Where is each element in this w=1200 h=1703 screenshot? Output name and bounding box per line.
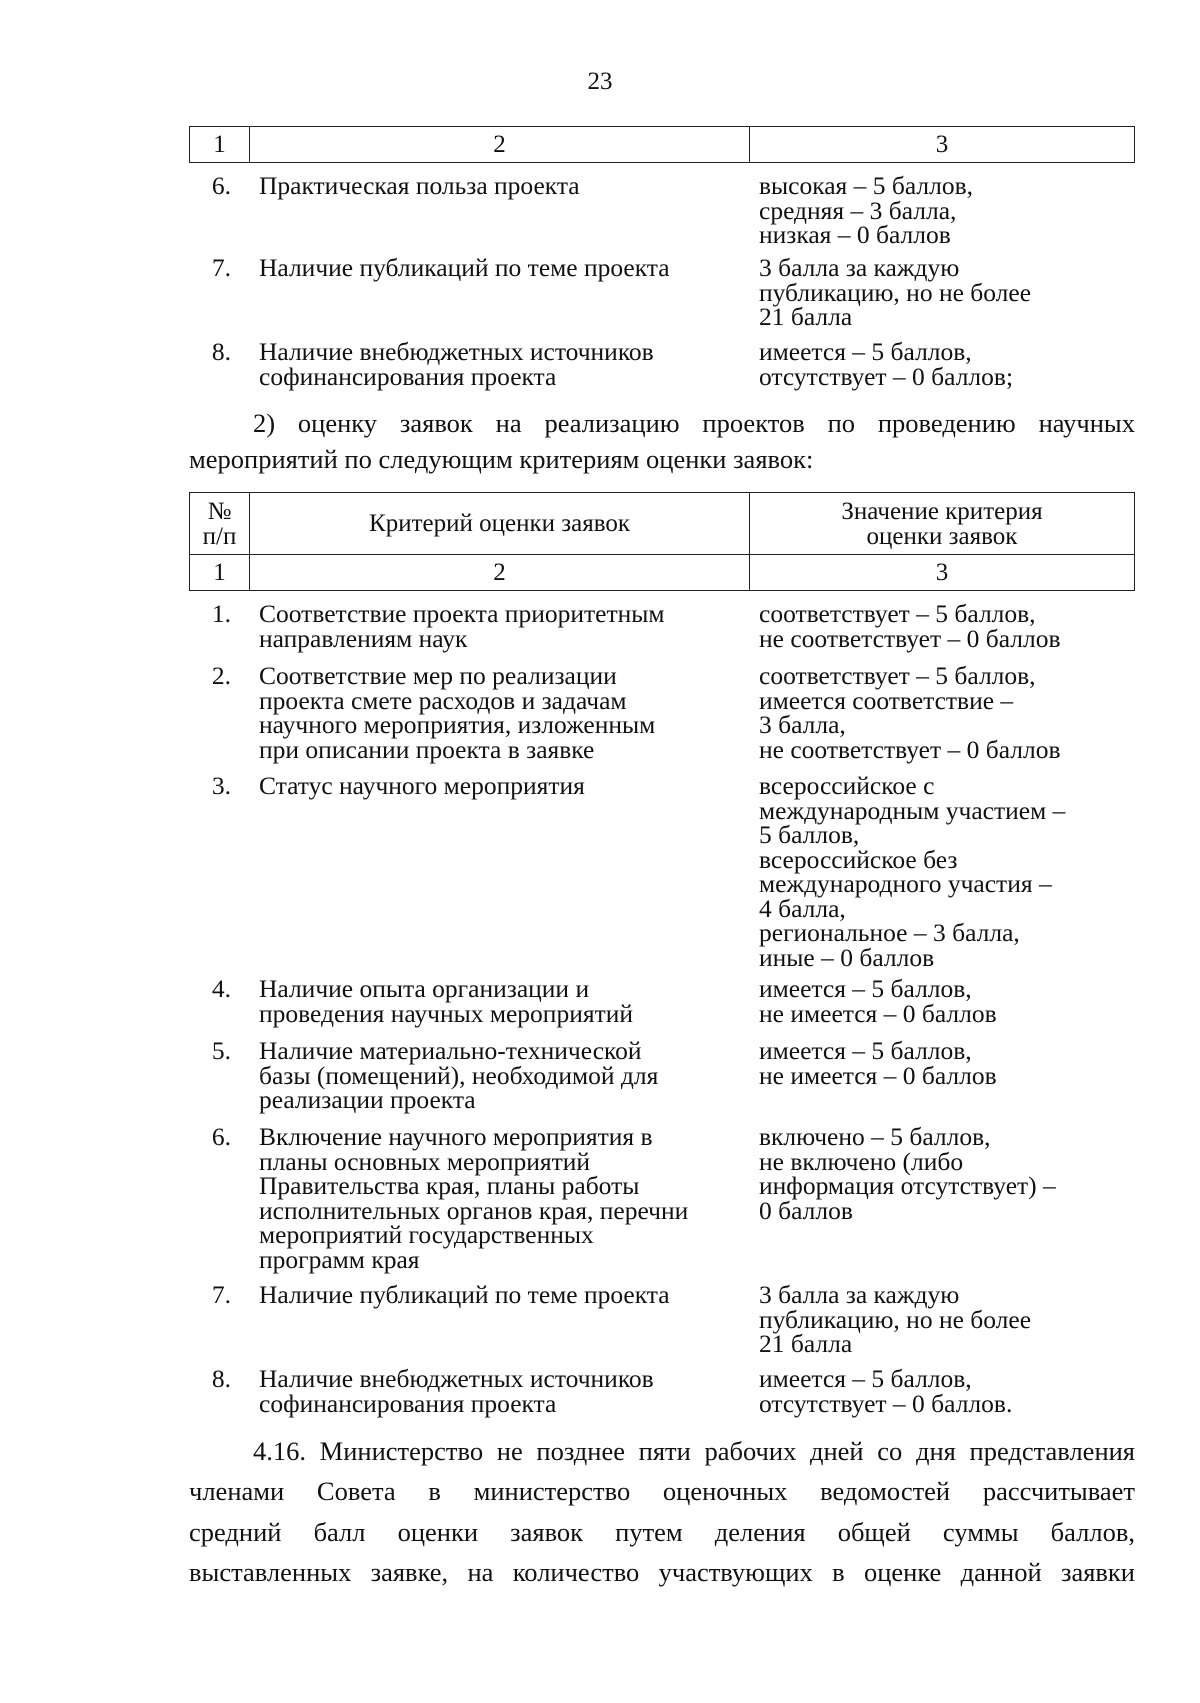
criterion-line: проведения научных мероприятий (259, 998, 634, 1028)
header-number (190, 493, 249, 554)
row-value (759, 337, 1129, 391)
value-line: имеется – 5 баллов, (759, 337, 972, 366)
value-line: 5 баллов, (759, 820, 860, 849)
table1-column-numbers (189, 126, 1135, 163)
value-line: включено – 5 баллов, (759, 1122, 991, 1151)
row-criterion (259, 599, 739, 653)
criterion-line: проекта смете расходов и задачам (259, 685, 627, 715)
header-value-line: Значение критерия (841, 497, 1043, 525)
row-criterion: Практическая польза проекта (259, 171, 580, 200)
value-line: имеется – 5 баллов, (759, 1364, 972, 1393)
value-line: международным участием – (759, 795, 1066, 825)
value-line: соответствует – 5 баллов, (759, 599, 1036, 628)
row-value (759, 661, 1129, 764)
criterion-line: планы основных мероприятий (259, 1146, 591, 1176)
value-line: не имеется – 0 баллов (759, 998, 997, 1028)
row-value (759, 1122, 1129, 1225)
column-number-2: 2 (249, 555, 749, 590)
value-line: 3 балла за каждую (759, 1280, 960, 1309)
row-value (759, 771, 1129, 972)
row-number: 7. (211, 1280, 231, 1309)
value-line: иные – 0 баллов (759, 942, 935, 972)
value-line: отсутствует – 0 баллов; (759, 361, 1014, 391)
criterion-line: Наличие внебюджетных источников (259, 1364, 654, 1393)
row-value (759, 171, 1129, 249)
value-line: отсутствует – 0 баллов. (759, 1388, 1013, 1418)
row-number: 2. (211, 661, 231, 690)
row-criterion: Наличие внебюджетных источников софинансирования проекта (259, 337, 654, 391)
criterion-line: Включение научного мероприятия в (259, 1122, 653, 1151)
criterion-line: Наличие опыта организации и (259, 974, 590, 1003)
value-line: не имеется – 0 баллов (759, 1060, 997, 1090)
value-line: 4 балла, (759, 893, 846, 923)
value-line: имеется соответствие – (759, 685, 1014, 715)
criterion-line: реализации проекта (259, 1085, 476, 1114)
value-line: не соответствует – 0 баллов (759, 623, 1061, 653)
row-criterion (259, 1364, 739, 1418)
criterion-line: программ края (259, 1244, 420, 1274)
row-criterion (259, 1036, 739, 1114)
row-value (759, 1036, 1129, 1090)
value-line: не включено (либо (759, 1146, 964, 1176)
value-line: публикацию, но не более (759, 277, 1032, 307)
row-value (759, 599, 1129, 653)
row-number: 8. (211, 1364, 231, 1393)
value-line: средняя – 3 балла, (759, 195, 957, 225)
value-line: имеется – 5 баллов, (759, 1036, 972, 1065)
final-paragraph-line: членами Совета в министерство оценочных ведомостей рассчитывает (189, 1476, 1135, 1506)
row-number: 6. (211, 1122, 231, 1151)
column-number-1: 1 (213, 558, 226, 586)
criterion-line: Наличие материально-технической (259, 1036, 642, 1065)
value-line: региональное – 3 балла, (759, 918, 1020, 947)
header-number-line: № (207, 497, 232, 525)
criterion-line: Соответствие проекта приоритетным (259, 599, 665, 628)
table2-header (189, 492, 1135, 555)
value-line: соответствует – 5 баллов, (759, 661, 1036, 690)
row-number: 8. (211, 337, 231, 366)
column-number-2: 2 (249, 127, 749, 162)
criterion-line: направлениям наук (259, 623, 468, 653)
criterion-line: исполнительных органов края, перечни (259, 1195, 689, 1225)
final-paragraph-line: 4.16. Министерство не позднее пяти рабочих дней со дня представления (253, 1436, 1135, 1466)
final-paragraph-line: средний балл оценки заявок путем деления общей суммы баллов, (189, 1517, 1135, 1547)
row-number: 3. (211, 771, 231, 800)
header-number-line: п/п (202, 522, 237, 550)
value-line: 0 баллов (759, 1195, 853, 1225)
criterion-line: при описании проекта в заявке (259, 734, 595, 764)
value-line: всероссийское без (759, 844, 958, 874)
column-number-3: 3 (749, 127, 1134, 162)
row-number: 4. (211, 974, 231, 1003)
header-value (749, 493, 1134, 554)
value-line: низкая – 0 баллов (759, 220, 951, 249)
column-number-3: 3 (749, 555, 1134, 590)
header-value-line: оценки заявок (866, 522, 1018, 550)
header-criterion: Критерий оценки заявок (249, 493, 749, 554)
value-line: 3 балла за каждую (759, 253, 960, 282)
value-line: всероссийское с (759, 771, 935, 800)
intro-paragraph-line: мероприятий по следующим критериям оценки заявок: (189, 444, 814, 474)
criterion-line: мероприятий государственных (259, 1220, 594, 1249)
page-number: 23 (587, 68, 613, 95)
row-criterion (259, 974, 739, 1028)
intro-paragraph-line: 2) оценку заявок на реализацию проектов по проведению научных (253, 408, 1135, 438)
criterion-line: Наличие публикаций по теме проекта (259, 1280, 670, 1309)
criterion-line: Статус научного мероприятия (259, 771, 585, 800)
value-line: 21 балла (759, 1329, 853, 1358)
final-paragraph-line: выставленных заявке, на количество участвующих в оценке данной заявки (189, 1557, 1135, 1587)
value-line: имеется – 5 баллов, (759, 974, 972, 1003)
criterion-line: Соответствие мер по реализации (259, 661, 617, 690)
value-line: высокая – 5 баллов, (759, 171, 974, 200)
value-line: международного участия – (759, 869, 1052, 898)
row-value (759, 974, 1129, 1028)
table2-column-numbers (189, 554, 1135, 591)
row-criterion: Наличие публикаций по теме проекта (259, 253, 670, 282)
criterion-line: базы (помещений), необходимой для (259, 1060, 659, 1090)
column-number-1: 1 (213, 130, 226, 158)
row-criterion (259, 1280, 739, 1309)
row-value (759, 1364, 1129, 1418)
criterion-line: Правительства края, планы работы (259, 1171, 640, 1200)
value-line: информация отсутствует) – (759, 1171, 1056, 1200)
row-criterion (259, 1122, 739, 1274)
row-criterion (259, 771, 739, 800)
row-number: 7. (211, 253, 231, 282)
row-value (759, 1280, 1129, 1358)
value-line: не соответствует – 0 баллов (759, 734, 1061, 764)
criterion-line: научного мероприятия, изложенным (259, 710, 656, 739)
row-criterion (259, 661, 739, 764)
row-number: 5. (211, 1036, 231, 1065)
value-line: 3 балла, (759, 710, 846, 739)
criterion-line: софинансирования проекта (259, 1388, 557, 1418)
row-value (759, 253, 1129, 331)
value-line: публикацию, но не более (759, 1304, 1032, 1334)
row-number: 6. (211, 171, 231, 200)
row-number: 1. (211, 599, 231, 628)
value-line: 21 балла (759, 302, 853, 331)
